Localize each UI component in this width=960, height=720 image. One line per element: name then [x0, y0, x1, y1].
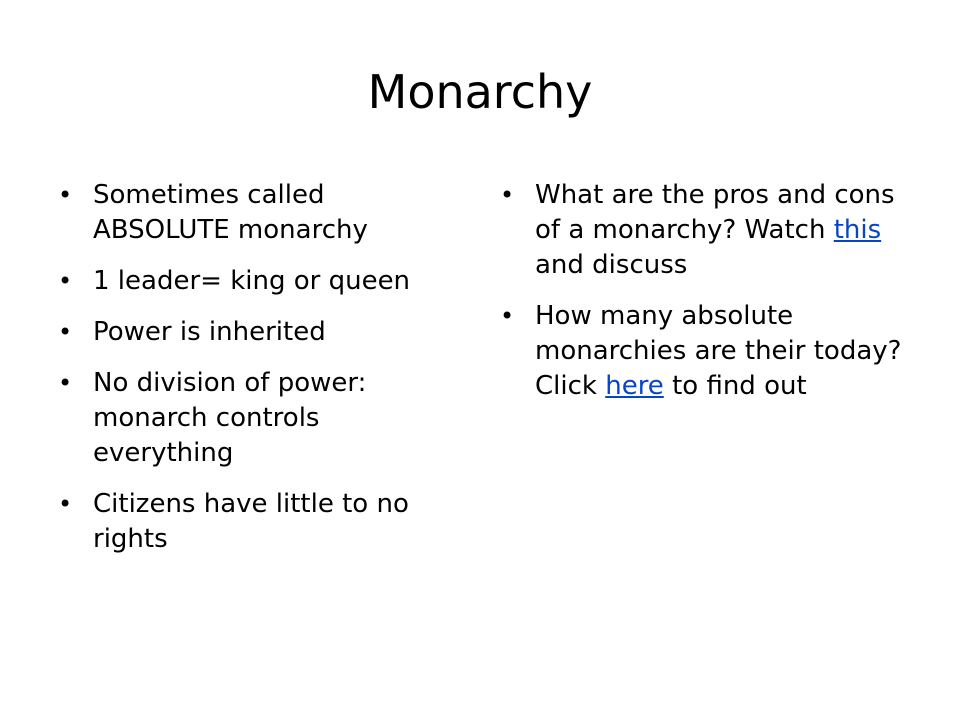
bullet-item [500, 299, 904, 404]
bullet-text-after: to find out [663, 371, 807, 401]
bullet-text: Citizens have little to no rights [93, 489, 409, 554]
bullet-text: No division of power: monarch controls everything [93, 368, 367, 468]
bullet-text: Sometimes called ABSOLUTE monarchy [93, 180, 368, 245]
bullet-item [58, 487, 458, 557]
bullet-text: Power is inherited [93, 317, 326, 347]
bullet-icon: • [500, 302, 515, 330]
bullet-item [500, 178, 904, 283]
bullet-item [58, 315, 458, 350]
bullet-icon: • [58, 369, 73, 397]
right-bullet-list [500, 178, 904, 420]
bullet-icon: • [500, 181, 515, 209]
bullet-text-after: and discuss [535, 250, 688, 280]
bullet-item [58, 178, 458, 248]
left-bullet-list [58, 178, 458, 573]
bullet-text-before: What are the pros and cons of a monarchy? Watch [535, 180, 895, 245]
bullet-icon: • [58, 181, 73, 209]
this-video-link[interactable]: this [833, 215, 882, 245]
bullet-text-before: How many absolute monarchies are their today? Click [535, 301, 902, 401]
bullet-icon: • [58, 318, 73, 346]
bullet-item [58, 264, 458, 299]
bullet-item [58, 366, 458, 471]
here-link[interactable]: here [605, 371, 664, 401]
bullet-icon: • [58, 267, 73, 295]
bullet-text: 1 leader= king or queen [93, 266, 411, 296]
slide-title: Monarchy [367, 65, 593, 119]
bullet-icon: • [58, 490, 73, 518]
